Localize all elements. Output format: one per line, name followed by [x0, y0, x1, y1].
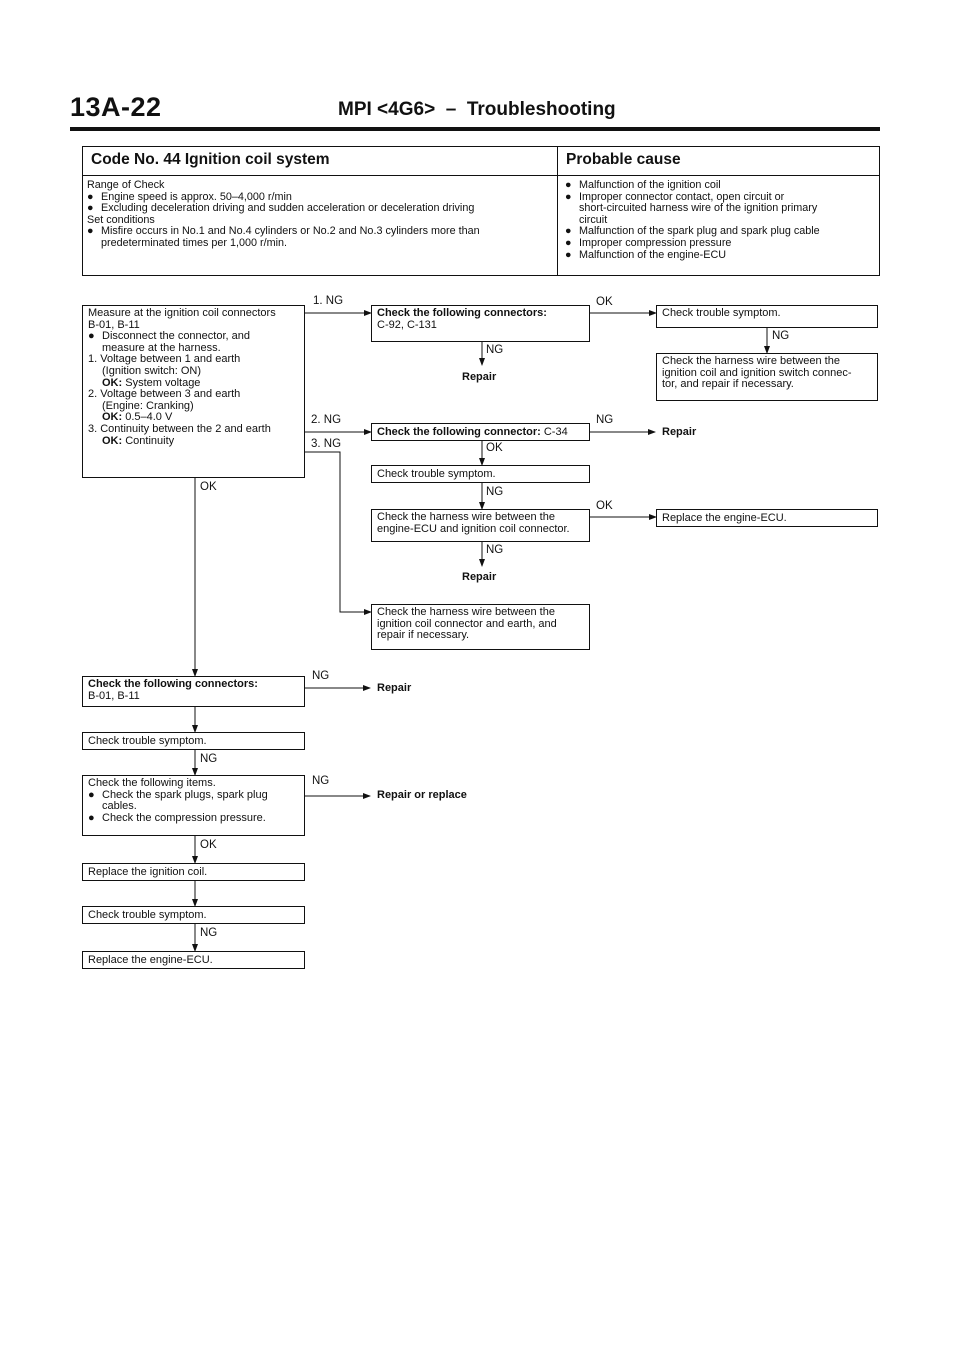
label-1-ng: 1. NG	[313, 295, 344, 307]
label-ng: NG	[486, 544, 504, 556]
repair-text: Repair	[377, 682, 412, 694]
check-connector-c34-box: Check the following connector: C-34	[371, 423, 590, 441]
label-ng: NG	[486, 344, 504, 356]
label-ng: NG	[596, 414, 614, 426]
probable-cause-list: ● Malfunction of the ignition coil ● Improper connector contact, open circuit or short-circuited harness wire of the ignition primary circuit ● Malfunction of the spark plug and spark plug cable ● Improper compression pressure ● Malfunction of the engine-ECU	[565, 179, 820, 261]
label-ok: OK	[596, 296, 613, 308]
harness-earth-box: Check the harness wire between the ignition coil connector and earth, and repair if necessary.	[371, 604, 590, 650]
label-2-ng: 2. NG	[311, 414, 342, 426]
code-header: Code No. 44 Ignition coil system	[91, 151, 330, 168]
label-ok: OK	[200, 481, 217, 493]
label-ng: NG	[200, 927, 218, 939]
check-trouble-symptom-box: Check trouble symptom.	[371, 465, 590, 483]
label-ng: NG	[772, 330, 790, 342]
replace-engine-ecu-box: Replace the engine-ECU.	[82, 951, 305, 969]
probable-cause-header: Probable cause	[566, 151, 681, 168]
check-connectors-b01-box: Check the following connectors: B-01, B-11	[82, 676, 305, 707]
repair-text: Repair	[662, 426, 697, 438]
range-of-check-text: Range of Check ● Engine speed is approx. 50–4,000 r/min ● Excluding deceleration driving and sudden acceleration or deceleration driving Set conditions ● Misfire occurs in No.1 and No.4 cylinders or No.2 and No.3 cylinders more than predeterminated times per 1,000 r/min.	[87, 179, 480, 249]
label-ng: NG	[486, 486, 504, 498]
repair-text: Repair	[462, 571, 497, 583]
measure-ignition-coil-box: Measure at the ignition coil connectors B-01, B-11 ● Disconnect the connector, and measure at the harness. 1. Voltage between 1 and earth (Ignition switch: ON) OK: System voltage 2. Voltage between 3 and earth (Engine: Cranking) OK: 0.5–4.0 V 3. Continuity between the 2 and earth OK: Continuity	[82, 305, 305, 478]
repair-text: Repair	[462, 371, 497, 383]
check-trouble-symptom-box: Check trouble symptom.	[82, 906, 305, 924]
page-number: 13A-22	[70, 92, 162, 122]
label-ok: OK	[486, 442, 503, 454]
harness-ignition-switch-box: Check the harness wire between the ignition coil and ignition switch connec- tor, and repair if necessary.	[656, 353, 878, 401]
label-ok: OK	[596, 500, 613, 512]
label-ng: NG	[200, 753, 218, 765]
check-trouble-symptom-box: Check trouble symptom.	[656, 305, 878, 328]
label-ng: NG	[312, 670, 330, 682]
replace-ignition-coil-box: Replace the ignition coil.	[82, 863, 305, 881]
check-trouble-symptom-box: Check trouble symptom.	[82, 732, 305, 750]
repair-or-replace-text: Repair or replace	[377, 789, 467, 801]
check-following-items-box: Check the following items. ● Check the spark plugs, spark plug cables. ● Check the compression pressure.	[82, 775, 305, 836]
check-connectors-c92-box: Check the following connectors: C-92, C-131	[371, 305, 590, 342]
replace-engine-ecu-box: Replace the engine-ECU.	[656, 509, 878, 527]
label-ok: OK	[200, 839, 217, 851]
label-ng: NG	[312, 775, 330, 787]
harness-engine-ecu-box: Check the harness wire between the engine-ECU and ignition coil connector.	[371, 509, 590, 542]
page-title: MPI <4G6> – Troubleshooting	[338, 99, 616, 120]
label-3-ng: 3. NG	[311, 438, 342, 450]
